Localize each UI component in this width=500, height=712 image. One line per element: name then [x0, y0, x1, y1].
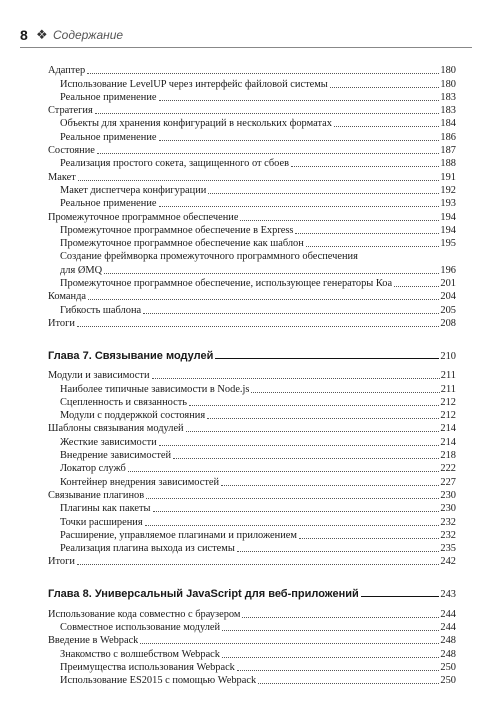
dot-leader	[361, 596, 440, 597]
toc-page-number: 232	[440, 516, 456, 528]
toc-section[interactable]	[48, 290, 456, 303]
toc-subsection[interactable]	[48, 674, 456, 687]
toc-page-number: 187	[440, 145, 456, 157]
running-title: Содержание	[53, 28, 124, 42]
toc-label: Жесткие зависимости	[60, 436, 157, 448]
toc-subsection[interactable]	[48, 529, 456, 542]
toc-page-number: 242	[440, 556, 456, 568]
toc-label: Промежуточное программное обеспечение в Express	[60, 224, 294, 236]
dot-leader	[306, 246, 440, 247]
toc-label: Расширение, управляемое плагинами и приложением	[60, 529, 297, 541]
toc-subsection[interactable]	[48, 435, 456, 448]
toc-page-number: 250	[440, 661, 456, 673]
toc-section[interactable]	[48, 607, 456, 620]
toc-section[interactable]	[48, 170, 456, 183]
toc-section[interactable]	[48, 210, 456, 223]
toc-section[interactable]	[48, 634, 456, 647]
toc-page-number: 205	[440, 304, 456, 316]
toc-page-number: 222	[440, 463, 456, 475]
toc-label: Промежуточное программное обеспечение, использующее генераторы Коа	[60, 278, 393, 290]
toc-page-number: 244	[440, 608, 456, 620]
dot-leader	[222, 657, 439, 658]
toc-subsection[interactable]	[48, 91, 456, 104]
toc-subsection[interactable]	[48, 396, 456, 409]
dot-leader	[97, 153, 439, 154]
toc-section[interactable]	[48, 104, 456, 117]
dot-leader	[207, 418, 439, 419]
toc-subsection[interactable]	[48, 277, 456, 290]
toc-subsection[interactable]	[48, 157, 456, 170]
dot-leader	[299, 538, 439, 539]
toc-label: Создание фреймворка промежуточного программного обеспечения	[60, 251, 358, 263]
dot-leader	[140, 643, 439, 644]
toc-label: Состояние	[48, 145, 95, 157]
toc-subsection[interactable]	[48, 250, 456, 277]
dot-leader	[242, 617, 439, 618]
dot-leader	[159, 445, 440, 446]
dot-leader	[394, 286, 439, 287]
dot-leader	[258, 683, 439, 684]
dot-leader	[295, 233, 439, 234]
dot-leader	[237, 670, 440, 671]
toc-page-number: 191	[440, 171, 456, 183]
toc-label: Объекты для хранения конфигураций в нескольких форматах	[60, 118, 332, 130]
page-number: 8	[20, 27, 28, 43]
toc-page-number: 244	[440, 621, 456, 633]
toc-label: Использование кода совместно с браузером	[48, 608, 241, 620]
dot-leader	[153, 511, 440, 512]
toc-label: Глава 8. Универсальный JavaScript для веб-приложений	[48, 588, 359, 601]
toc-label: Наиболее типичные зависимости в Node.js	[60, 383, 250, 395]
dot-leader	[291, 166, 439, 167]
toc-page-number: 192	[440, 184, 456, 196]
toc-label: Внедрение зависимостей	[60, 450, 172, 462]
dot-leader	[221, 485, 439, 486]
toc-label: Итоги	[48, 556, 75, 568]
dot-leader	[189, 405, 439, 406]
toc-page-number: 183	[440, 105, 456, 117]
dot-leader	[159, 206, 440, 207]
dot-leader	[334, 126, 439, 127]
toc-page-number: 211	[440, 370, 456, 382]
dot-leader	[159, 100, 440, 101]
toc-label: Использование ES2015 с помощью Webpack	[60, 675, 257, 687]
toc-section[interactable]	[48, 555, 456, 568]
dot-leader	[77, 564, 439, 565]
toc-subsection[interactable]	[48, 224, 456, 237]
dot-leader	[128, 471, 440, 472]
toc-label: Глава 7. Связывание модулей	[48, 349, 214, 362]
dot-leader	[222, 630, 439, 631]
dot-leader	[152, 378, 440, 379]
toc-subsection[interactable]	[48, 515, 456, 528]
dot-leader	[104, 273, 439, 274]
toc-section[interactable]	[48, 489, 456, 502]
toc-section[interactable]	[48, 422, 456, 435]
dot-leader	[95, 113, 440, 114]
toc-page-number: 180	[440, 65, 456, 77]
toc-page-number: 212	[440, 410, 456, 422]
toc-page-number: 183	[440, 91, 456, 103]
toc-label: Реальное применение	[60, 91, 157, 103]
dot-leader	[87, 73, 439, 74]
toc-subsection[interactable]	[48, 197, 456, 210]
toc-page-number: 212	[440, 396, 456, 408]
toc-page-number: 208	[440, 317, 456, 329]
toc-subsection[interactable]	[48, 409, 456, 422]
toc-page-number: 227	[440, 476, 456, 488]
toc-page-number: 248	[440, 635, 456, 647]
toc-page-number: 235	[440, 543, 456, 555]
dot-leader	[173, 458, 439, 459]
toc-label: Совместное использование модулей	[60, 621, 221, 633]
toc-page-number: 214	[440, 423, 456, 435]
toc-page-number: 193	[440, 198, 456, 210]
header-rule	[20, 47, 472, 48]
toc-label: Локатор служб	[60, 463, 126, 475]
toc-label: Реальное применение	[60, 198, 157, 210]
toc-page-number: 230	[440, 503, 456, 515]
dot-leader	[88, 299, 439, 300]
toc-subsection[interactable]	[48, 475, 456, 488]
toc-page-number: 214	[440, 436, 456, 448]
toc-label: Шаблоны связывания модулей	[48, 423, 184, 435]
toc-label: Реализация простого сокета, защищенного от сбоев	[60, 158, 290, 170]
dot-leader	[77, 326, 439, 327]
toc-section[interactable]	[48, 369, 456, 382]
toc-page-number: 195	[440, 238, 456, 250]
toc-subsection[interactable]	[48, 449, 456, 462]
toc-page-number: 194	[440, 224, 456, 236]
dot-leader	[159, 140, 440, 141]
dot-leader	[208, 193, 439, 194]
toc-label: Преимущества использования Webpack	[60, 661, 235, 673]
toc-label: Связывание плагинов	[48, 489, 145, 501]
toc-label: Точки расширения	[60, 516, 143, 528]
toc-page-number: 196	[440, 264, 456, 276]
toc-page-number: 232	[440, 529, 456, 541]
toc-page-number: 218	[440, 450, 456, 462]
toc-chapter[interactable]	[48, 586, 456, 601]
table-of-contents	[48, 64, 456, 687]
toc-label: Итоги	[48, 317, 75, 329]
toc-subsection[interactable]	[48, 661, 456, 674]
toc-label: Реализация плагина выхода из системы	[60, 543, 235, 555]
dot-leader	[330, 87, 440, 88]
toc-page-number: 194	[440, 211, 456, 223]
toc-label: Промежуточное программное обеспечение как шаблон	[60, 238, 304, 250]
toc-subsection[interactable]	[48, 130, 456, 143]
toc-page-number: 180	[440, 78, 456, 90]
toc-section[interactable]	[48, 317, 456, 330]
toc-subsection[interactable]	[48, 303, 456, 316]
toc-page-number: 204	[440, 291, 456, 303]
toc-page-number: 243	[440, 589, 456, 601]
toc-label: Команда	[48, 291, 86, 303]
dot-leader	[251, 392, 439, 393]
toc-subsection[interactable]	[48, 462, 456, 475]
dot-leader	[237, 551, 440, 552]
toc-page-number: 248	[440, 648, 456, 660]
ornament-icon: ❖	[36, 27, 48, 42]
toc-page-number: 184	[440, 118, 456, 130]
toc-label: Введение в Webpack	[48, 635, 139, 647]
toc-label: Контейнер внедрения зависимостей	[60, 476, 220, 488]
toc-label: Знакомство с волшебством Webpack	[60, 648, 220, 660]
toc-page-number: 250	[440, 675, 456, 687]
toc-label: Реальное применение	[60, 131, 157, 143]
toc-page-number: 210	[440, 350, 456, 362]
toc-section[interactable]	[48, 64, 456, 77]
toc-label: Модули и зависимости	[48, 370, 150, 382]
dot-leader	[145, 525, 440, 526]
toc-page-number: 186	[440, 131, 456, 143]
toc-label: Модули с поддержкой состояния	[60, 410, 206, 422]
dot-leader	[143, 313, 439, 314]
toc-label: Сцепленность и связанность	[60, 396, 188, 408]
toc-label: Стратегия	[48, 105, 93, 117]
toc-page-number: 211	[440, 383, 456, 395]
toc-subsection[interactable]	[48, 621, 456, 634]
dot-leader	[186, 431, 440, 432]
toc-page-number: 230	[440, 489, 456, 501]
toc-subsection[interactable]	[48, 502, 456, 515]
toc-label: Плагины как пакеты	[60, 503, 151, 515]
dot-leader	[78, 180, 440, 181]
toc-subsection[interactable]	[48, 237, 456, 250]
dot-leader	[240, 220, 439, 221]
toc-subsection[interactable]	[48, 382, 456, 395]
toc-subsection[interactable]	[48, 542, 456, 555]
running-header	[20, 24, 472, 48]
toc-subsection[interactable]	[48, 77, 456, 90]
toc-subsection[interactable]	[48, 647, 456, 660]
toc-subsection[interactable]	[48, 117, 456, 130]
dot-leader	[146, 498, 439, 499]
toc-page-number: 201	[440, 278, 456, 290]
toc-label: Гибкость шаблона	[60, 304, 142, 316]
toc-subsection[interactable]	[48, 184, 456, 197]
toc-section[interactable]	[48, 144, 456, 157]
toc-label: Адаптер	[48, 65, 86, 77]
toc-label: Использование LevelUP через интерфейс файловой системы	[60, 78, 328, 90]
toc-label: Макет диспетчера конфигурации	[60, 184, 207, 196]
toc-label: Макет	[48, 171, 76, 183]
toc-page-number: 188	[440, 158, 456, 170]
dot-leader	[215, 358, 439, 359]
toc-chapter[interactable]	[48, 348, 456, 363]
toc-label-continued: для ØMQ	[60, 264, 103, 276]
toc-label: Промежуточное программное обеспечение	[48, 211, 239, 223]
